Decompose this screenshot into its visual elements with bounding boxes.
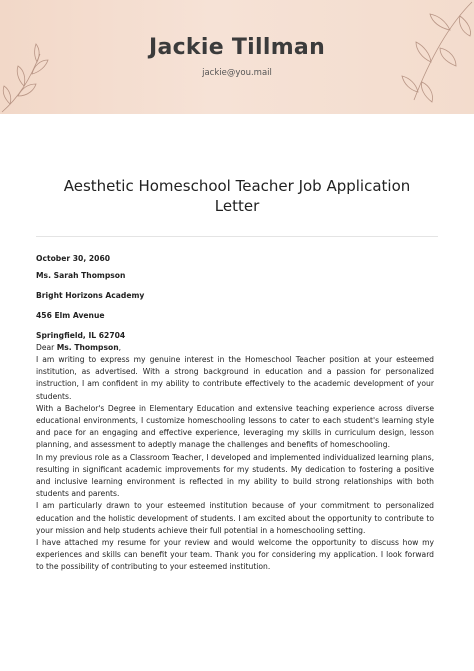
document-title: Aesthetic Homeschool Teacher Job Application Letter [63,177,411,215]
salutation-name: Ms. Thompson [56,343,119,352]
recipient-street: 456 Elm Avenue [36,311,105,320]
letter-paragraph: In my previous role as a Classroom Teacher, I developed and implemented individualized learning plans, resulting in significant academic improvements for my students. My dedication to fostering a positive and inclusive learning environment is reflected in my ability to build strong relationships with both students and parents. [36,452,434,499]
recipient-city: Springfield, IL 62704 [36,331,126,340]
recipient-name: Ms. Sarah Thompson [36,271,126,280]
sender-name: Jackie Tillman [148,35,326,60]
letter-paragraph: With a Bachelor's Degree in Elementary Education and extensive teaching experience across diverse educational environments, I customize homeschooling lessons to cater to each student's learning style and pace for an engaging and effective experience, leveraging my skills in curriculum design, lesson planning, and assessment to adeptly manage the challenges and benefits of homeschooling. [36,403,434,450]
header-banner [0,0,474,114]
title-divider [36,236,438,237]
recipient-organization: Bright Horizons Academy [36,291,145,300]
letter-date: October 30, 2060 [36,254,111,263]
salutation [36,342,434,354]
letter-paragraph: I am particularly drawn to your esteemed institution because of your commitment to personalized education and the holistic development of students. I am excited about the opportunity to contribute to your mission and help students achieve their full potential in a homeschooling setting. [36,501,434,535]
salutation-prefix: Dear [36,343,57,352]
sender-email: jackie@you.mail [202,68,272,78]
letter-body [36,253,434,574]
salutation-comma: , [118,343,122,352]
letter-paragraph: I am writing to express my genuine interest in the Homeschool Teacher position at your esteemed institution, as advertised. With a strong background in education and a passion for personalized instruction, I am confident in my ability to contribute effectively to the academic development of your students. [36,355,434,401]
letter-paragraph: I have attached my resume for your review and would welcome the opportunity to discuss how my experiences and skills can benefit your team. Thank you for considering my application. I look forward to the possibility of contributing to your esteemed institution. [36,538,434,572]
